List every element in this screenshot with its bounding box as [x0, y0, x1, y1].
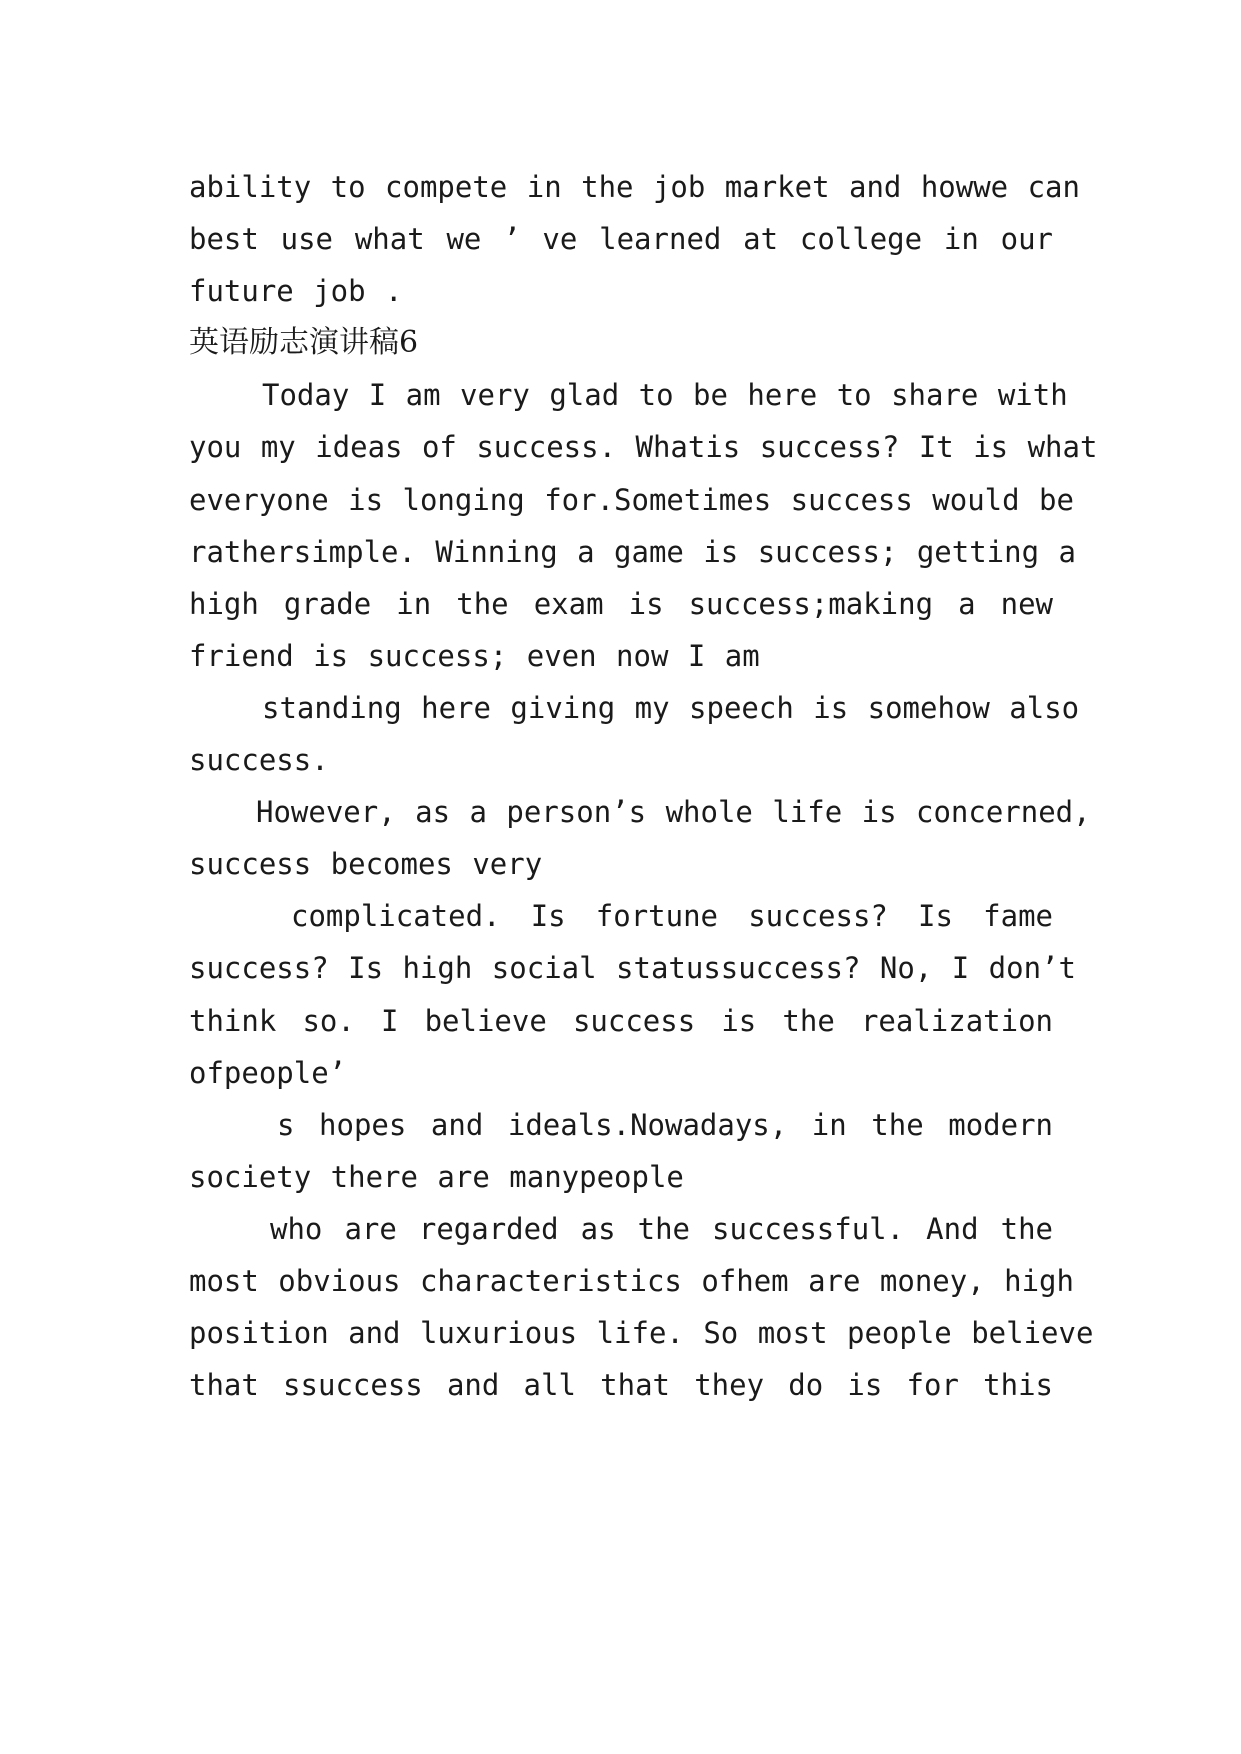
text-line: position and luxurious life. So most people believe [189, 1316, 1094, 1350]
text-line: However, as a person’s whole life is concerned, [256, 795, 1091, 829]
section-heading: 英语励志演讲稿6 [189, 325, 419, 360]
text-line: friend is success; even now I am [189, 639, 760, 673]
text-line: Today I am very glad to be here to share with [262, 378, 1068, 412]
text-line: who are regarded as the successful. And the [270, 1212, 1053, 1246]
text-line: most obvious characteristics ofhem are money, high [189, 1264, 1074, 1298]
text-line: success? Is high social statussuccess? No, I don’t [189, 951, 1076, 985]
text-line: rathersimple. Winning a game is success; getting a [189, 535, 1076, 569]
text-line: best use what we ’ ve learned at college in our [189, 222, 1053, 256]
text-line: ofpeople’ [189, 1056, 347, 1090]
text-line: think so. I believe success is the realization [189, 1004, 1053, 1038]
text-line: future job . [189, 274, 403, 308]
text-line: success. [189, 743, 329, 777]
text-line: everyone is longing for.Sometimes success would be [189, 483, 1074, 517]
text-line: that ssuccess and all that they do is for this [189, 1368, 1053, 1402]
text-line: success becomes very [189, 847, 543, 881]
text-line: s hopes and ideals.Nowadays, in the modern [277, 1108, 1053, 1142]
text-line: you my ideas of success. Whatis success? It is what [189, 430, 1098, 464]
text-line: ability to compete in the job market and howwe can [189, 170, 1080, 204]
text-line: standing here giving my speech is somehow also [262, 691, 1080, 725]
text-line: complicated. Is fortune success? Is fame [291, 899, 1053, 933]
text-line: society there are manypeople [189, 1160, 684, 1194]
text-line: high grade in the exam is success;making a new [189, 587, 1053, 621]
